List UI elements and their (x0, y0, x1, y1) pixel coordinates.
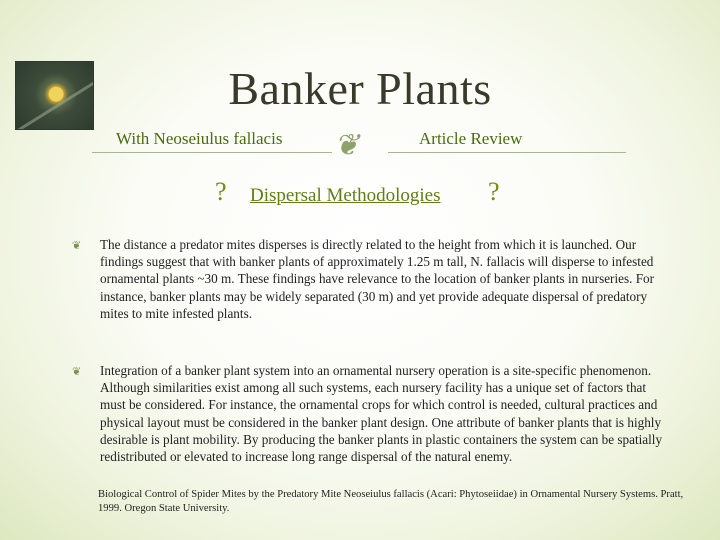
citation: Biological Control of Spider Mites by the Predatory Mite Neoseiulus fallacis (Acari: Phytoseiidae) in Ornamental Nursery Systems. Pratt, 1999. Oregon State University. (98, 489, 684, 514)
subtitle-right: Article Review (419, 129, 523, 148)
paragraph-integration: Integration of a banker plant system into an ornamental nursery operation is a site-specific phenomenon. Although similarities exist among all such systems, each nursery facility has a unique set of factors that must be considered. For instance, the ornamental crops for which control is needed, cultural practices and physical layout must be considered in the banker plant design. One attribute of banker plants that is highly desirable is plant mobility. By producing the banker plants in plastic containers the system can be spatially redistributed or elevated to increase long range dispersal of the natural enemy. (100, 363, 663, 465)
divider-right (388, 152, 626, 153)
question-mark-right: ? (488, 177, 500, 206)
slide-title: Banker Plants (228, 63, 492, 114)
subtitle-left: With Neoseiulus fallacis (116, 129, 283, 148)
section-heading-link[interactable]: Dispersal Methodologies (250, 185, 441, 206)
bullet-icon: ❦ (72, 239, 82, 252)
divider-left (92, 152, 332, 153)
ornament-icon: ❦ (334, 128, 360, 163)
question-mark-left: ? (215, 177, 227, 206)
paragraph-dispersal-distance: The distance a predator mites disperses is directly related to the height from which it is launched. Our findings suggest that with banker plants of approximately 1.25 m tall, N. fallacis will disperse to infested ornamental plants ~30 m. These findings have relevance to the location of banker plants in nurseries. For instance, banker plants may be widely separated (30 m) and yet provide adequate dispersal of predatory mites to mite infested plants. (100, 237, 655, 321)
bullet-icon: ❦ (72, 365, 82, 378)
